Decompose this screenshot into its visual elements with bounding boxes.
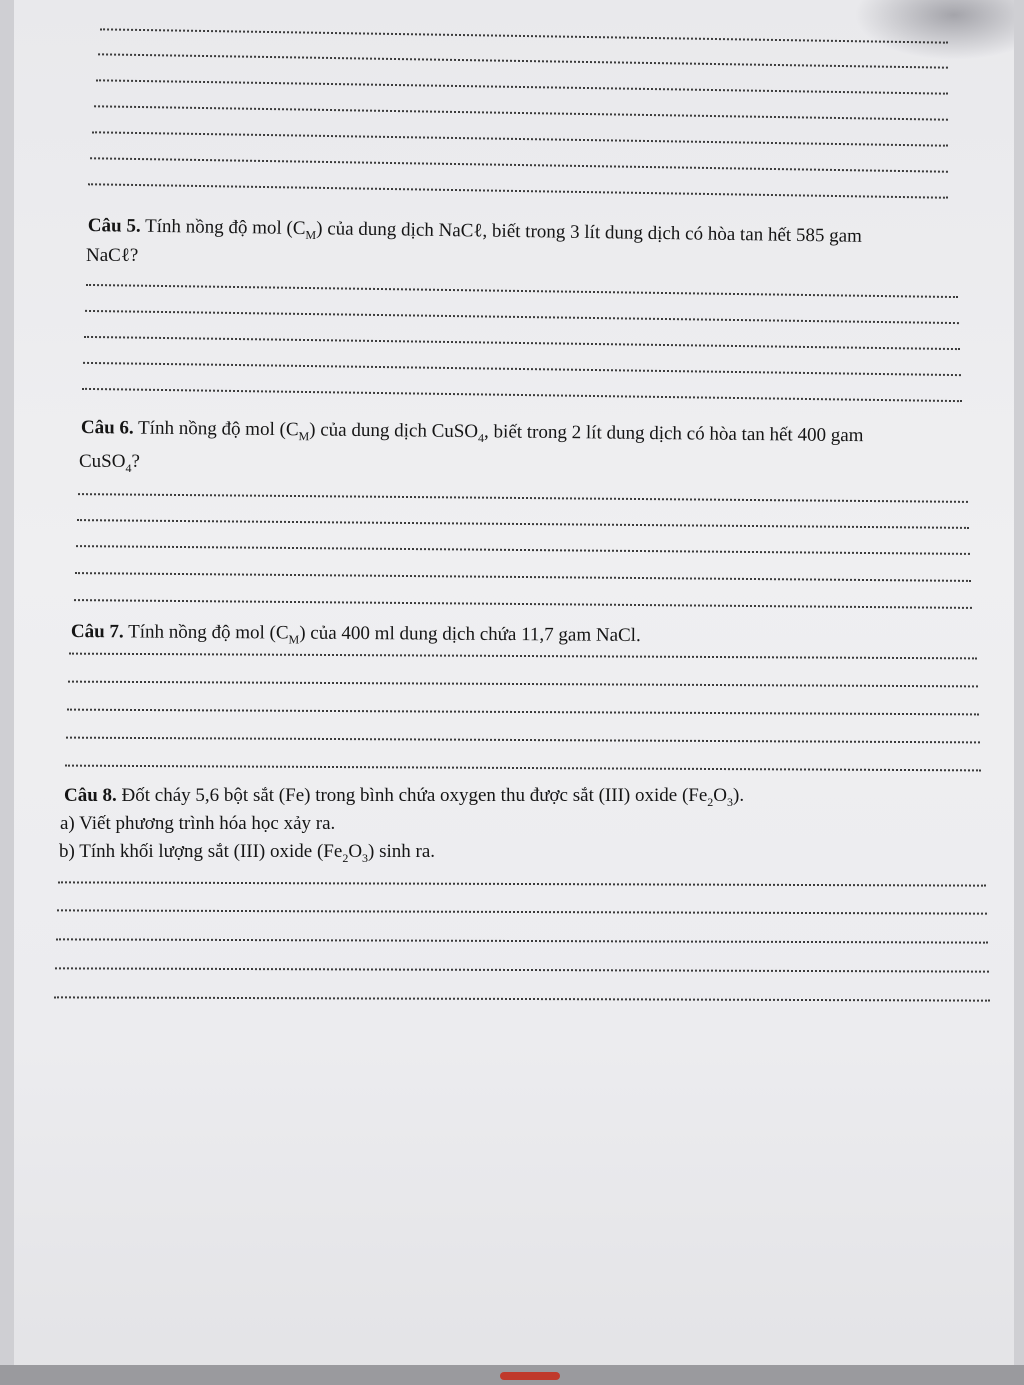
answer-line	[92, 131, 948, 146]
page-shadow	[854, 0, 1014, 60]
question-5-line2: NaCℓ?	[86, 245, 139, 266]
formula-part: O	[713, 785, 728, 806]
subscript: M	[305, 227, 317, 242]
question-5-text-cont: ) của dung dịch NaCℓ, biết trong 3 lít dung dịch có hòa tan hết 585 gam	[316, 218, 863, 247]
answer-line	[82, 388, 962, 402]
question-5	[88, 216, 862, 249]
question-mark: ?	[131, 451, 140, 472]
answer-line	[83, 362, 961, 376]
answer-line	[100, 28, 948, 43]
answer-line	[58, 881, 986, 886]
answer-line	[66, 737, 980, 744]
answer-line	[77, 519, 969, 529]
answer-line	[94, 105, 948, 120]
question-6-label: Câu 6.	[80, 417, 134, 439]
question-8-label: Câu 8.	[64, 785, 117, 806]
question-6-text-end: , biết trong 2 lít dung dịch có hòa tan hết 400 gam	[483, 421, 864, 447]
part-b-end: ) sinh ra.	[368, 841, 436, 862]
answer-line	[57, 909, 987, 914]
subscript: 4	[477, 430, 485, 446]
answer-line	[78, 493, 968, 503]
answer-line	[54, 996, 990, 1001]
question-7-text: Tính nồng độ mol (C	[128, 621, 289, 644]
question-8-part-a: a) Viết phương trình hóa học xảy ra.	[60, 813, 336, 834]
answer-line	[56, 938, 988, 943]
worksheet-page	[14, 0, 1014, 1385]
answer-line	[76, 545, 970, 555]
question-8-text: Đốt cháy 5,6 bột sắt (Fe) trong bình chứa oxygen thu được sắt (III) oxide (Fe	[121, 785, 708, 806]
question-8	[64, 786, 744, 808]
answer-line	[65, 765, 981, 772]
answer-line	[85, 310, 959, 324]
answer-line	[67, 709, 979, 716]
answer-line	[68, 681, 978, 688]
formula-end: ).	[733, 785, 745, 806]
answer-line	[55, 967, 989, 972]
subscript: 3	[727, 794, 734, 809]
question-5-label: Câu 5.	[87, 215, 141, 237]
answer-line	[75, 572, 971, 582]
subscript: 3	[362, 850, 369, 865]
answer-line	[69, 653, 977, 660]
question-6	[81, 418, 864, 448]
answer-line	[86, 284, 958, 298]
question-7-label: Câu 7.	[70, 621, 124, 643]
answer-line	[96, 79, 948, 94]
subscript: 2	[707, 794, 714, 809]
question-7	[71, 622, 641, 648]
question-6-text-cont: ) của dung dịch CuSO	[309, 419, 479, 443]
answer-line	[88, 183, 948, 199]
formula: CuSO	[79, 451, 126, 472]
question-7-text-cont: ) của 400 ml dung dịch chứa 11,7 gam NaCl.	[299, 622, 641, 646]
question-6-line2	[79, 452, 140, 474]
question-6-text: Tính nồng độ mol (C	[138, 417, 299, 441]
subscript: M	[298, 429, 310, 444]
question-5-text: Tính nồng độ mol (C	[144, 215, 306, 240]
answer-line	[98, 53, 948, 68]
part-b-text: b) Tính khối lượng sắt (III) oxide (Fe	[59, 841, 343, 862]
answer-line	[84, 336, 960, 350]
subscript: 4	[125, 460, 132, 475]
question-8-part-b	[59, 842, 435, 864]
subscript: 2	[342, 850, 349, 865]
answer-line	[90, 157, 948, 172]
answer-line	[74, 599, 972, 609]
red-object	[500, 1372, 560, 1380]
subscript: M	[288, 632, 300, 647]
formula-part: O	[348, 841, 363, 862]
